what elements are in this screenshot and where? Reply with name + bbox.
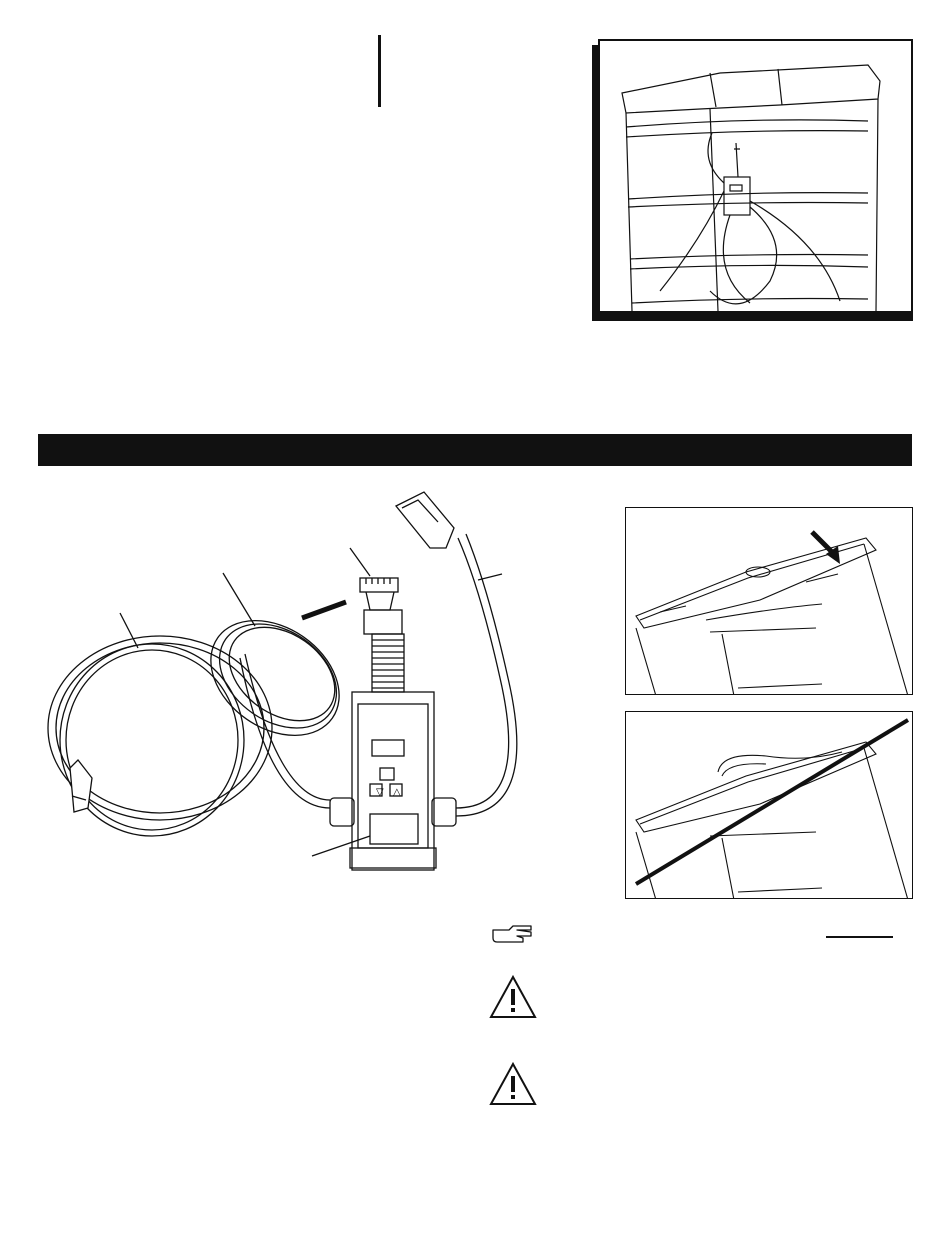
note-underline <box>826 936 893 938</box>
tote-top-incorrect-illustration <box>626 712 913 899</box>
top-strap-correct-photo <box>625 507 913 695</box>
strike-through-line <box>636 720 908 884</box>
tote-figure-frame <box>598 39 913 313</box>
tote-heater-installed-illustration <box>600 41 911 311</box>
section-header-bar <box>38 434 912 466</box>
pointing-hand-icon <box>491 924 535 944</box>
down-arrow-symbol: ▽ <box>376 787 384 798</box>
warning-triangle-icon <box>489 974 537 1020</box>
vertical-rule <box>378 35 381 107</box>
tote-top-correct-illustration <box>626 508 913 695</box>
up-arrow-symbol: △ <box>393 787 401 798</box>
controller-kit-illustration <box>40 478 560 878</box>
top-strap-incorrect-photo <box>625 711 913 899</box>
warning-triangle-icon-2 <box>489 1061 537 1107</box>
arrow-icon <box>812 532 840 564</box>
